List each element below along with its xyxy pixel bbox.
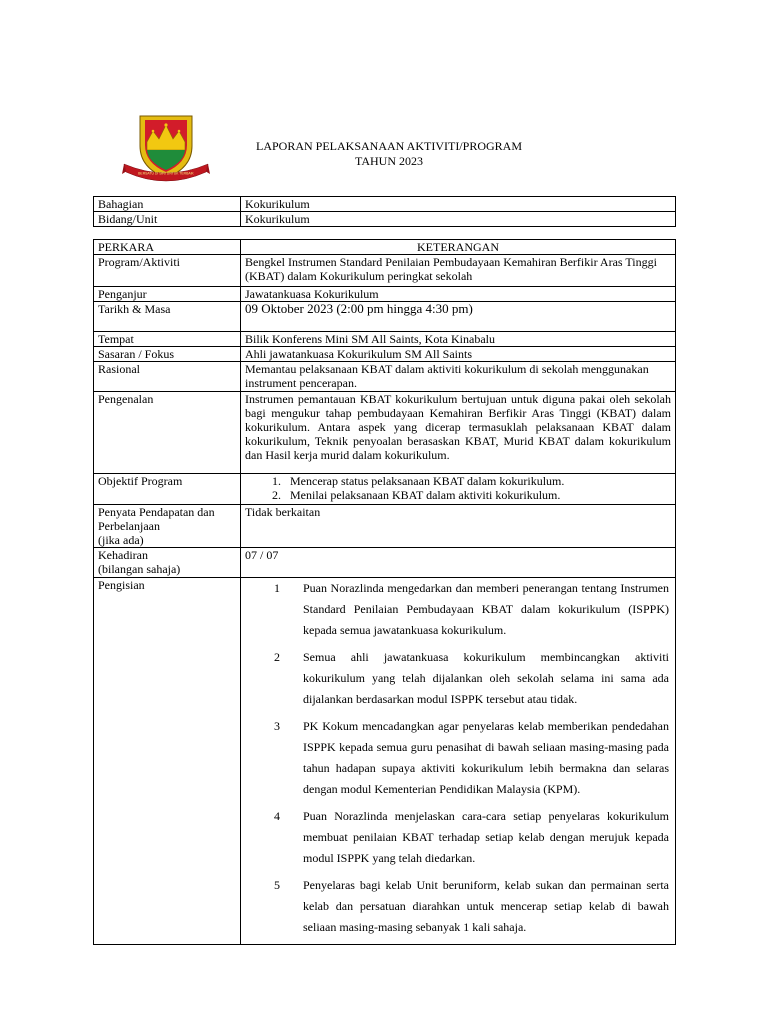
objektif-number: 2. — [272, 488, 281, 502]
penyata-value: Tidak berkaitan — [241, 505, 676, 548]
header-perkara: PERKARA — [94, 240, 241, 255]
table-row — [94, 548, 676, 578]
pengisian-list-cell — [241, 578, 676, 945]
table-header-row — [94, 240, 676, 255]
pengenalan-label: Pengenalan — [94, 392, 241, 474]
kehadiran-label — [94, 548, 241, 578]
division-table — [93, 196, 676, 227]
tempat-value: Bilik Konferens Mini SM All Saints, Kota Kinabalu — [241, 332, 676, 347]
tarikh-label: Tarikh & Masa — [94, 302, 241, 332]
table-row — [94, 392, 676, 474]
penganjur-value: Jawatankuasa Kokurikulum — [241, 287, 676, 302]
list-item — [245, 716, 671, 800]
objektif-label: Objektif Program — [94, 474, 241, 505]
pengisian-text: Semua ahli jawatankuasa kokurikulum membincangkan aktiviti kokurikulum yang telah dijalankan oleh sekolah selama ini sama ada dijalankan berdasarkan modul ISPPK tersebut atau tidak. — [303, 650, 669, 706]
list-item — [245, 474, 671, 488]
pengisian-text: Penyelaras bagi kelab Unit beruniform, kelab sukan dan permainan serta kelab dan persatuan diarahkan untuk mencerap setiap kelab di bawah seliaan masing-masing sebanyak 1 kali sahaja. — [303, 878, 669, 934]
table-row — [94, 347, 676, 362]
pengisian-label: Pengisian — [94, 578, 241, 945]
objektif-number: 1. — [272, 474, 281, 488]
sasaran-label: Sasaran / Fokus — [94, 347, 241, 362]
header-keterangan: KETERANGAN — [241, 240, 676, 255]
pengisian-number: 3 — [274, 719, 280, 733]
kehadiran-label-main: Kehadiran — [98, 548, 148, 562]
table-row — [94, 287, 676, 302]
list-item — [245, 488, 671, 502]
table-row — [94, 197, 676, 212]
pengisian-text: Puan Norazlinda mengedarkan dan memberi penerangan tentang Instrumen Standard Penilaian Pembudayaan KBAT dalam kokurikulum (ISPPK) kepada semua jawatankuasa kokurikulum. — [303, 581, 669, 637]
report-year: TAHUN 2023 — [354, 154, 424, 168]
report-details-table — [93, 239, 676, 945]
table-row — [94, 505, 676, 548]
list-item — [245, 647, 671, 710]
objektif-list — [245, 474, 671, 502]
table-row — [94, 255, 676, 287]
bidang-label: Bidang/Unit — [94, 212, 241, 227]
pengisian-number: 1 — [274, 581, 280, 595]
pengisian-number: 5 — [274, 878, 280, 892]
penganjur-label: Penganjur — [94, 287, 241, 302]
rasional-value: Memantau pelaksanaan KBAT dalam aktiviti kokurikulum di sekolah menggunakan instrument pencerapan. — [241, 362, 676, 392]
objektif-text: Mencerap status pelaksanaan KBAT dalam kokurikulum. — [290, 474, 565, 488]
bahagian-value: Kokurikulum — [241, 197, 676, 212]
sasaran-value: Ahli jawatankuasa Kokurikulum SM All Saints — [241, 347, 676, 362]
bidang-value: Kokurikulum — [241, 212, 676, 227]
table-row — [94, 578, 676, 945]
pengisian-number: 4 — [274, 809, 280, 823]
tarikh-value: 09 Oktober 2023 (2:00 pm hingga 4:30 pm) — [241, 302, 676, 332]
pengisian-number: 2 — [274, 650, 280, 664]
table-row — [94, 212, 676, 227]
pengisian-list — [245, 578, 671, 938]
rasional-label: Rasional — [94, 362, 241, 392]
bahagian-label: Bahagian — [94, 197, 241, 212]
objektif-list-cell — [241, 474, 676, 505]
objektif-text: Menilai pelaksanaan KBAT dalam aktiviti kokurikulum. — [290, 488, 561, 502]
list-item — [245, 806, 671, 869]
penyata-label — [94, 505, 241, 548]
report-title: LAPORAN PELAKSANAAN AKTIVITI/PROGRAM — [255, 139, 522, 153]
penyata-label-note: (jika ada) — [98, 533, 144, 547]
table-row — [94, 302, 676, 332]
pengisian-text: Puan Norazlinda menjelaskan cara-cara setiap penyelaras kokurikulum membuat penilaian KBAT terhadap setiap kelab dengan merujuk kepada modul ISPPK yang telah diedarkan. — [303, 809, 669, 865]
kehadiran-label-note: (bilangan sahaja) — [98, 562, 181, 576]
table-row — [94, 362, 676, 392]
table-row — [94, 332, 676, 347]
tempat-label: Tempat — [94, 332, 241, 347]
list-item — [245, 875, 671, 938]
kehadiran-value: 07 / 07 — [241, 548, 676, 578]
table-row — [94, 474, 676, 505]
program-label: Program/Aktiviti — [94, 255, 241, 287]
program-value: Bengkel Instrumen Standard Penilaian Pembudayaan Kemahiran Berfikir Aras Tinggi (KBAT) dalam Kokurikulum peringkat sekolah — [241, 255, 676, 287]
pengenalan-value: Instrumen pemantauan KBAT kokurikulum bertujuan untuk diguna pakai oleh sekolah bagi mengukur tahap pembudayaan Kemahiran Berfikir Aras Tinggi (KBAT) dalam kokurikulum. Antara aspek yang dicerap termasuklah pelaksanaan KBAT dalam kokurikulum, Teknik penyoalan berasaskan KBAT, Murid KBAT dalam kokurikulum dan Hasil kerja murid dalam kokurikulum. — [241, 392, 676, 474]
penyata-label-main: Penyata Pendapatan dan Perbelanjaan — [98, 505, 215, 533]
list-item — [245, 578, 671, 641]
crest-motto: BERSATU DI SINI UNTUK TERBAIK — [138, 171, 194, 176]
pengisian-text: PK Kokum mencadangkan agar penyelaras kelab memberikan pendedahan ISPPK kepada semua guru penasihat di bawah seliaan masing-masing pada tahun hadapan supaya aktiviti kokurikulum lebih bermakna dan selaras dengan modul Kementerian Pendidikan Malaysia (KPM). — [303, 719, 669, 796]
